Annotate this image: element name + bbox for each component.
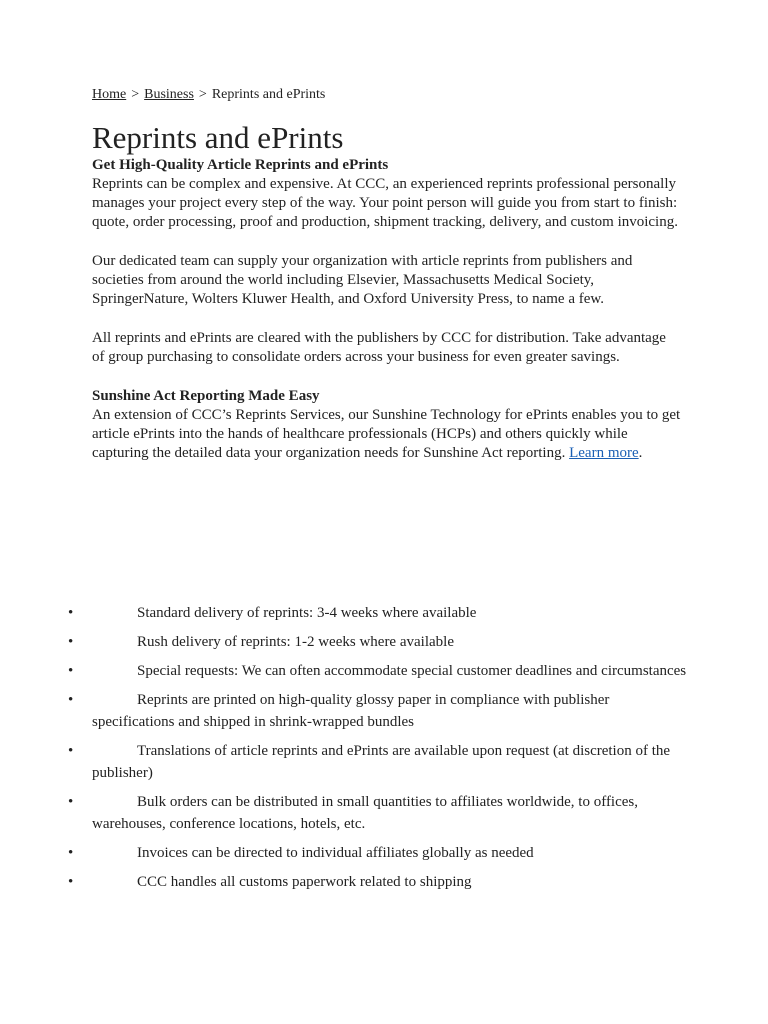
subheading: Get High-Quality Article Reprints and ePrints [92, 157, 389, 173]
sunshine-heading: Sunshine Act Reporting Made Easy [92, 388, 320, 404]
list-item [68, 791, 688, 835]
breadcrumb-business-link[interactable]: Business [144, 87, 194, 102]
bullet-icon: • [68, 874, 74, 890]
list-item-text: CCC handles all customs paperwork related to shipping [137, 874, 472, 890]
bullet-icon: • [68, 794, 74, 810]
list-item [68, 871, 688, 893]
list-item-text: Reprints are printed on high-quality glossy paper in compliance with publisher specifications and shipped in shrink-wrapped bundles [92, 692, 610, 730]
main-content [92, 86, 682, 463]
list-item [68, 740, 688, 784]
bullet-icon: • [68, 663, 74, 679]
list-item-text: Standard delivery of reprints: 3-4 weeks where available [137, 605, 477, 621]
breadcrumb-home-link[interactable]: Home [92, 87, 127, 102]
sunshine-period: . [638, 445, 643, 461]
bullet-icon: • [68, 743, 74, 759]
learn-more-link[interactable]: Learn more [569, 445, 639, 461]
sunshine-paragraph [92, 406, 682, 463]
list-item [68, 660, 688, 682]
breadcrumb [92, 86, 682, 104]
service-bullet-list [68, 602, 688, 900]
paragraph-intro: Reprints can be complex and expensive. At CCC, an experienced reprints professional personally manages your project every step of the way. Your point person will guide you from start to finish: quote, order processing, proof and production, shipment tracking, delivery, and custom invoicing. [92, 176, 678, 230]
list-item [68, 842, 688, 864]
breadcrumb-current: Reprints and ePrints [211, 87, 326, 102]
page-title: Reprints and ePrints [92, 120, 344, 155]
list-item-text: Bulk orders can be distributed in small quantities to affiliates worldwide, to offices, warehouses, conference locations, hotels, etc. [92, 794, 639, 832]
list-item [68, 602, 688, 624]
list-item-text: Invoices can be directed to individual affiliates globally as needed [137, 845, 534, 861]
list-item-text: Special requests: We can often accommodate special customer deadlines and circumstances [137, 663, 687, 679]
breadcrumb-separator: > [131, 87, 140, 102]
breadcrumb-separator: > [198, 87, 207, 102]
list-item-text: Rush delivery of reprints: 1-2 weeks where available [137, 634, 454, 650]
paragraph-publishers: Our dedicated team can supply your organization with article reprints from publishers and societies from around the world including Elsevier, Massachusetts Medical Society, SpringerNature, Wolters Kluwer Health, and Oxford University Press, to name a few. [92, 253, 633, 307]
list-item [68, 631, 688, 653]
sunshine-text: An extension of CCC’s Reprints Services, our Sunshine Technology for ePrints enables you to get article ePrints into the hands of healthcare professionals (HCPs) and others quickly while capturing the detailed data your organization needs for Sunshine Act reporting. [92, 407, 681, 461]
bullet-icon: • [68, 605, 74, 621]
bullet-icon: • [68, 634, 74, 650]
bullet-icon: • [68, 845, 74, 861]
list-item [68, 689, 688, 733]
paragraph-clearance: All reprints and ePrints are cleared with the publishers by CCC for distribution. Take advantage of group purchasing to consolidate orders across your business for even greater savings. [92, 330, 666, 365]
list-item-text: Translations of article reprints and ePrints are available upon request (at discretion of the publisher) [92, 743, 671, 781]
bullet-icon: • [68, 692, 74, 708]
